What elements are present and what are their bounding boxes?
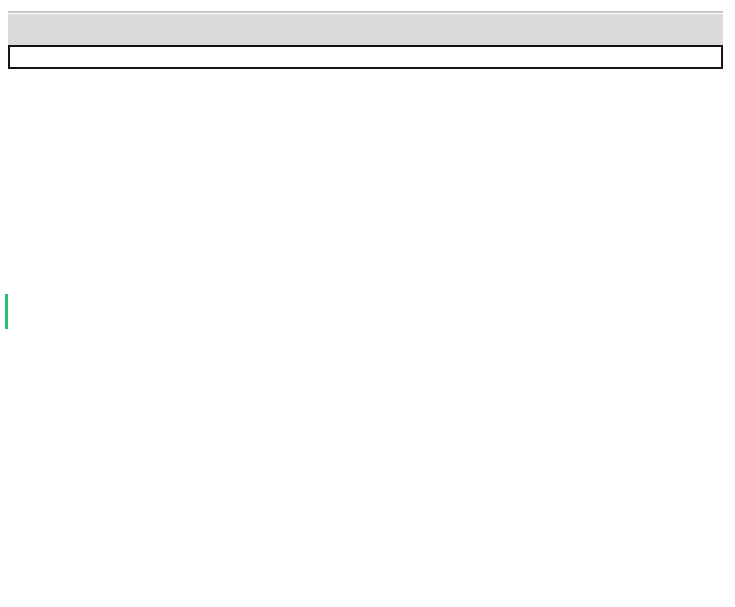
spreadsheet [8, 14, 723, 69]
green-marker-bar [5, 294, 8, 329]
header-row [9, 46, 722, 68]
gridline-strip-top [8, 11, 723, 13]
page-title [8, 14, 723, 45]
volunteer-form-table [8, 45, 723, 69]
gridline-strip-bottom [8, 596, 723, 598]
